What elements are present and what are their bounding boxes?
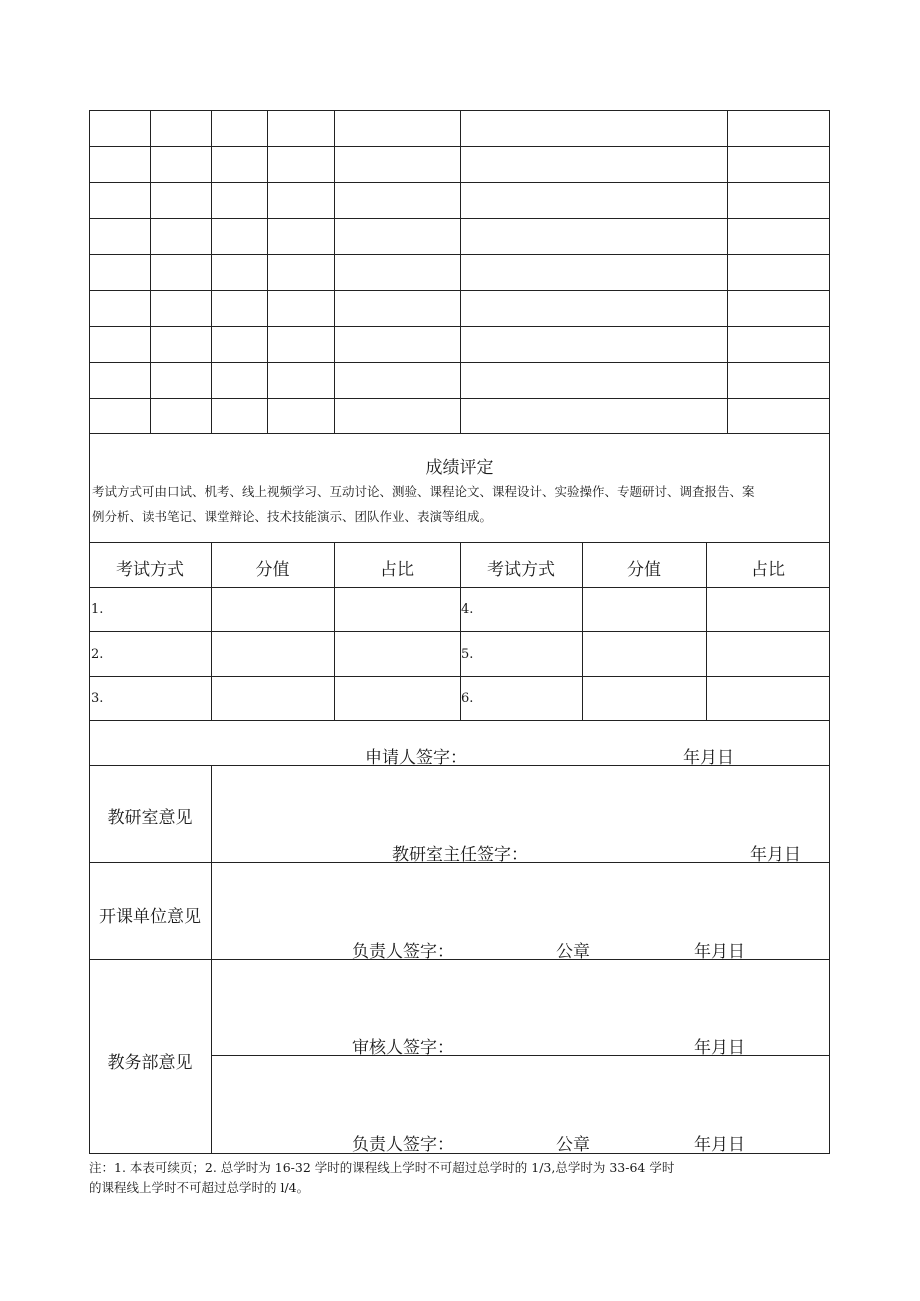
grading-title: 成绩评定 (425, 458, 494, 478)
course-unit-seal-label: 公章 (556, 942, 590, 962)
grid-line (89, 433, 830, 434)
grid-line (89, 720, 830, 721)
header-exam-method: 考试方式 (116, 560, 184, 580)
frame-bottom (89, 1153, 830, 1154)
header-score: 分值 (255, 560, 290, 580)
course-unit-signature-label: 负责人签字： (352, 942, 454, 962)
row-number: 4. (461, 602, 474, 617)
grid-line (211, 1055, 830, 1056)
head-date-label: 年月日 (694, 1135, 745, 1155)
header-ratio: 占比 (751, 560, 785, 580)
grid-line (267, 110, 268, 433)
header-exam-method: 考试方式 (487, 560, 555, 580)
header-score: 分值 (627, 560, 661, 580)
head-signature-label: 负责人签字： (352, 1135, 454, 1155)
course-unit-label: 开课单位意见 (99, 907, 201, 927)
teaching-office-label: 教研室意见 (107, 808, 193, 828)
teaching-office-signature-label: 教研室主任签字： (392, 845, 528, 865)
grid-line (150, 110, 151, 433)
row-number: 5. (461, 647, 474, 662)
applicant-signature-label: 申请人签字： (365, 748, 467, 768)
reviewer-date-label: 年月日 (694, 1038, 745, 1058)
academic-affairs-label: 教务部意见 (107, 1053, 193, 1073)
row-number: 3. (91, 691, 104, 706)
row-number: 2. (91, 647, 104, 662)
row-number: 1. (91, 602, 104, 617)
grid-line (460, 110, 461, 433)
footnote-line2: 的课程线上学时不可超过总学时的 l/4。 (89, 1180, 310, 1195)
grid-line (334, 110, 335, 433)
row-number: 6. (461, 691, 474, 706)
head-seal-label: 公章 (556, 1135, 590, 1155)
grid-line (211, 110, 212, 433)
footnote-line1: 注：1. 本表可续页；2. 总学时为 16-32 学时的课程线上学时不可超过总学时的 1/3,总学时为 33-64 学时 (89, 1160, 675, 1175)
teaching-office-date-label: 年月日 (750, 845, 801, 865)
grid-line (89, 959, 830, 960)
course-unit-date-label: 年月日 (694, 942, 745, 962)
grading-description-line1: 考试方式可由口试、机考、线上视频学习、互动讨论、测验、课程论文、课程设计、实验操作、专题研讨、调査报告、案 (92, 484, 755, 499)
reviewer-signature-label: 审核人签字： (352, 1038, 454, 1058)
grid-line (727, 110, 728, 433)
grid-line (89, 862, 830, 863)
header-ratio: 占比 (380, 560, 414, 580)
applicant-date-label: 年月日 (683, 748, 734, 768)
grading-description-line2: 例分析、读书笔记、课堂辩论、技术技能演示、团队作业、表演等组成。 (92, 509, 493, 524)
grid-line (89, 765, 830, 766)
